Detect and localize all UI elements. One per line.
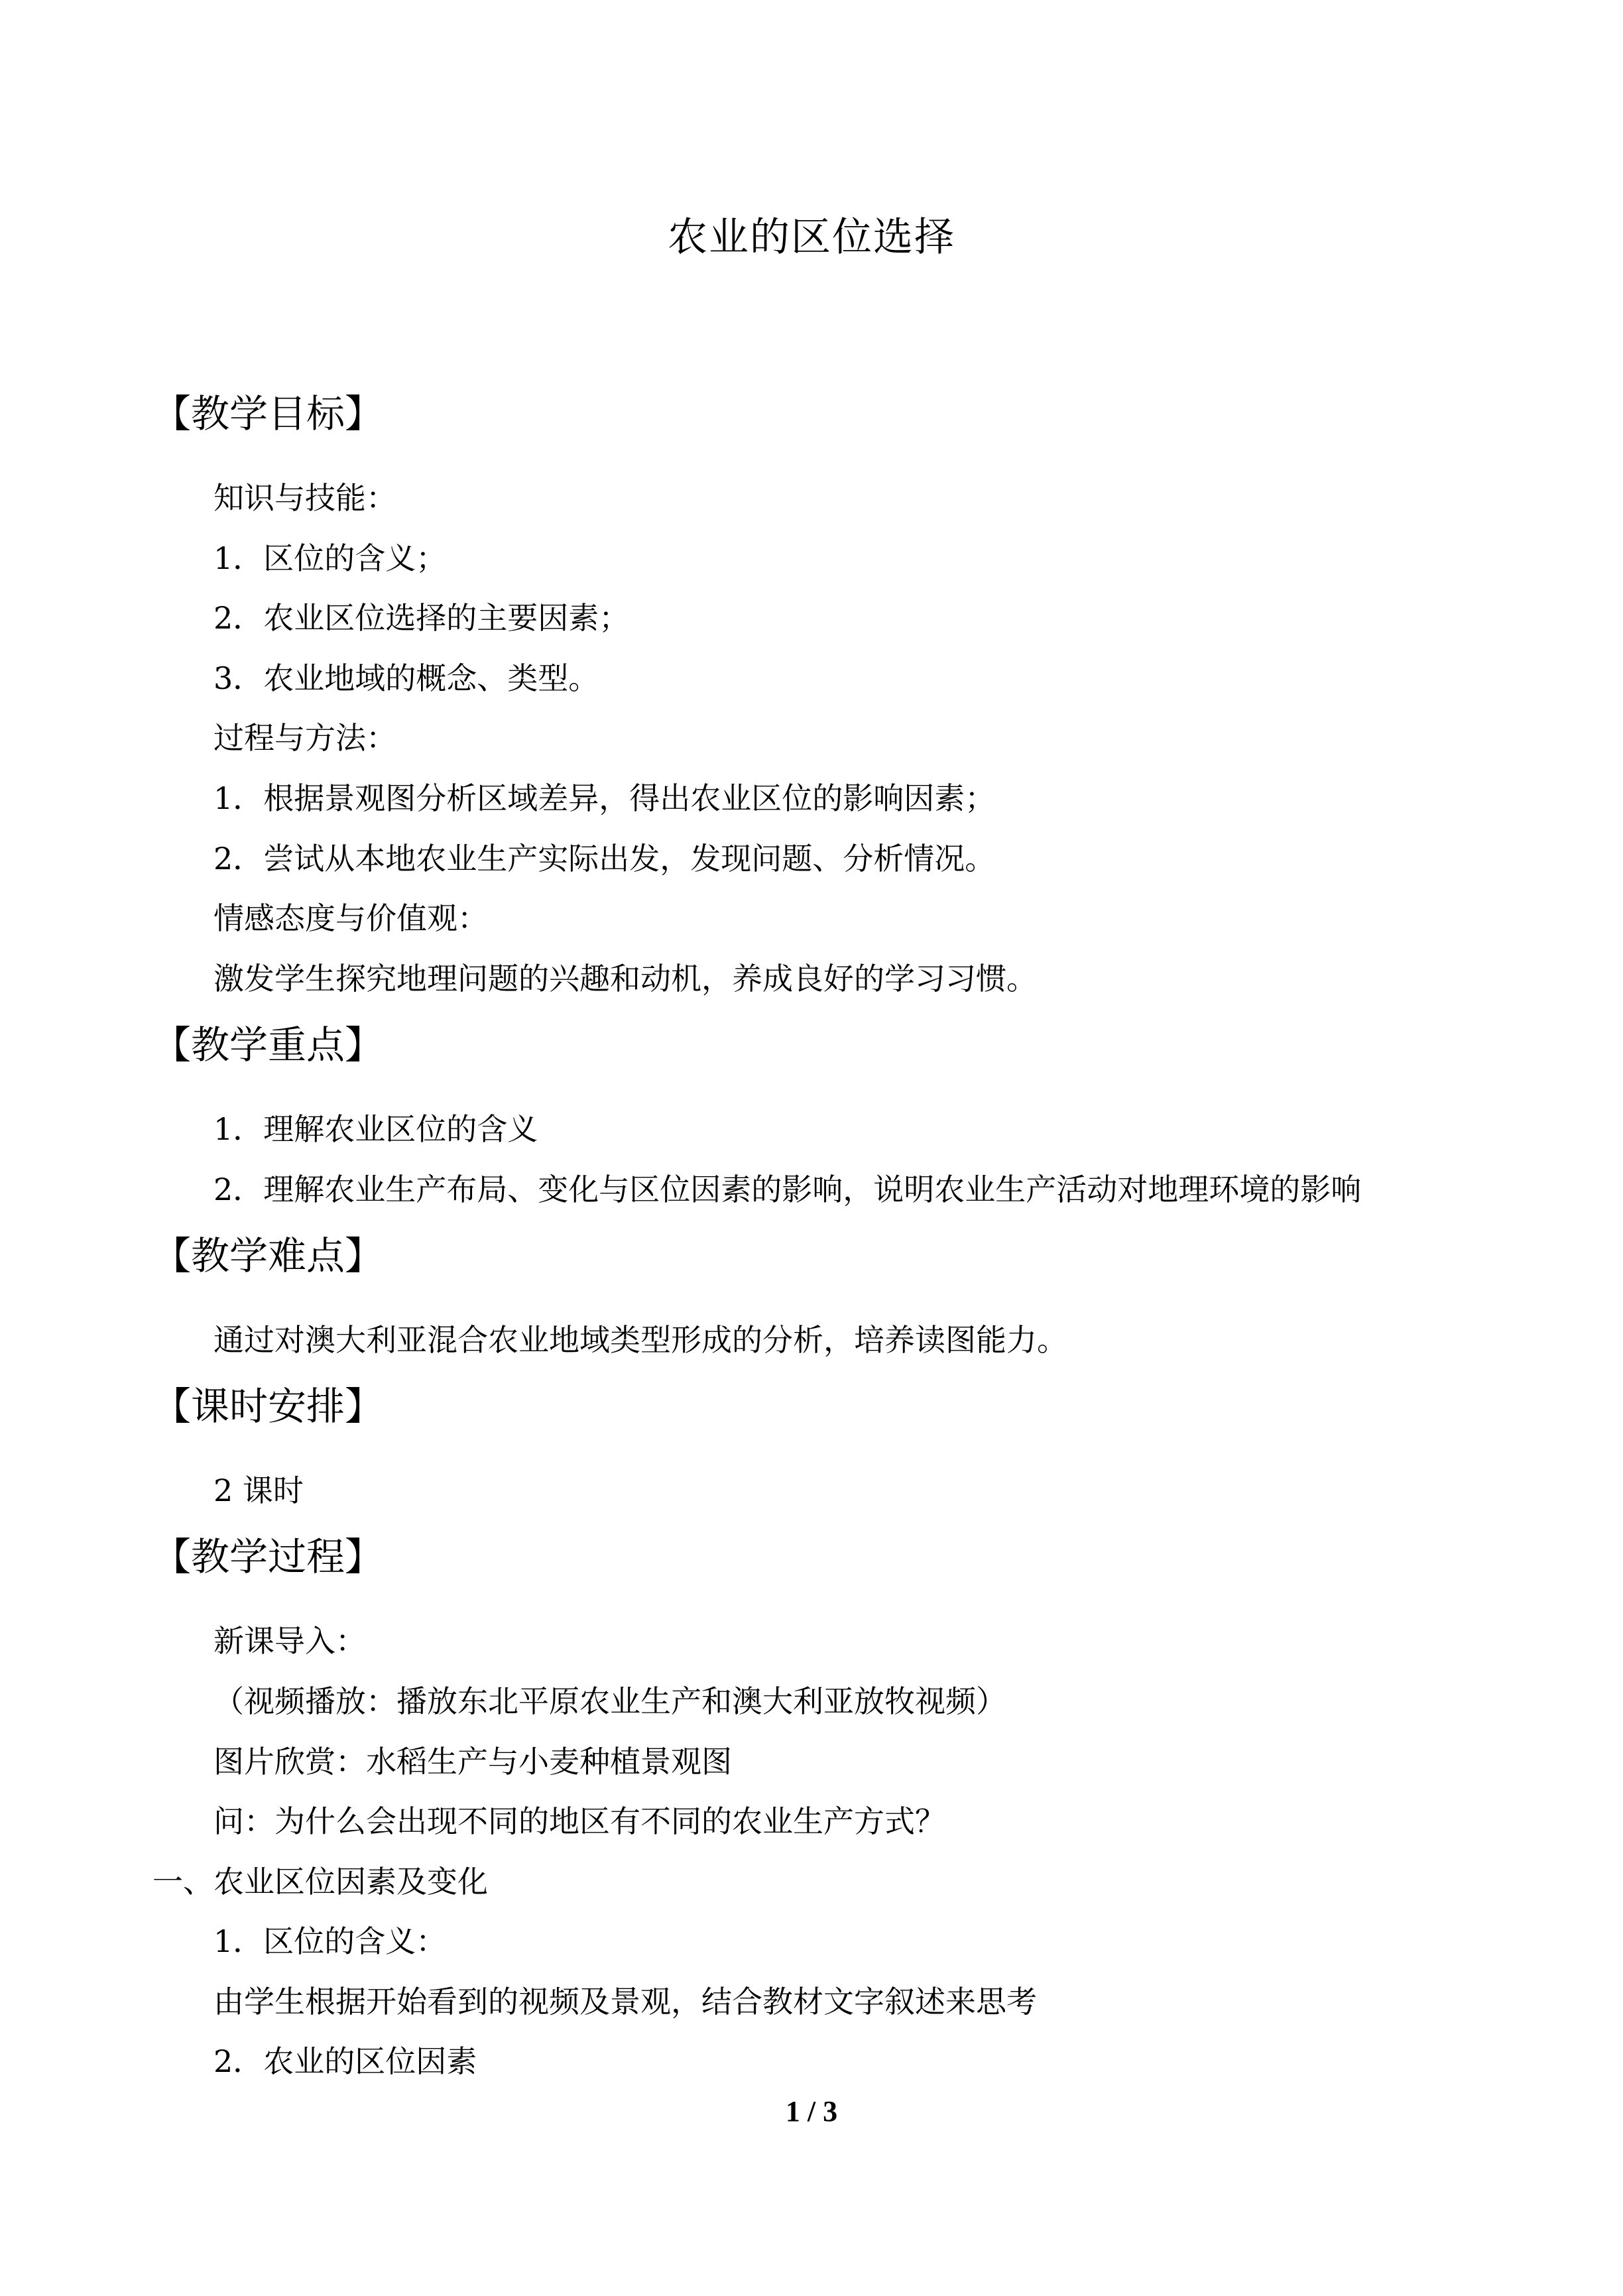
key-points-line-1: 1．理解农业区位的含义 xyxy=(213,1111,538,1147)
objectives-line-4: 3．农业地域的概念、类型。 xyxy=(213,660,599,696)
page-number: 1 / 3 xyxy=(785,2095,838,2128)
process-line-5: 一、农业区位因素及变化 xyxy=(152,1864,488,1900)
key-points-line-2: 2．理解农业生产布局、变化与区位因素的影响，说明农业生产活动对地理环境的影响 xyxy=(213,1172,1362,1207)
objectives-line-1: 知识与技能： xyxy=(213,480,396,516)
process-line-7: 由学生根据开始看到的视频及景观，结合教材文字叙述来思考 xyxy=(213,1984,1037,2020)
objectives-line-3: 2．农业区位选择的主要因素； xyxy=(213,600,630,636)
section-heading-objectives: 【教学目标】 xyxy=(152,391,384,436)
process-line-6: 1．区位的含义： xyxy=(213,1923,447,1959)
process-line-8: 2．农业的区位因素 xyxy=(213,2043,477,2079)
document-title: 农业的区位选择 xyxy=(668,214,955,261)
objectives-line-8: 情感态度与价值观： xyxy=(213,900,488,936)
section-heading-key-points: 【教学重点】 xyxy=(152,1022,384,1067)
process-line-3: 图片欣赏：水稻生产与小麦种植景观图 xyxy=(213,1744,732,1780)
objectives-line-2: 1．区位的含义； xyxy=(213,540,447,576)
schedule-line-1: 2 课时 xyxy=(213,1473,304,1508)
section-heading-schedule: 【课时安排】 xyxy=(152,1384,384,1429)
process-line-4: 问：为什么会出现不同的地区有不同的农业生产方式？ xyxy=(213,1803,945,1839)
process-line-2: （视频播放：播放东北平原农业生产和澳大利亚放牧视频） xyxy=(213,1683,1006,1719)
objectives-line-7: 2．尝试从本地农业生产实际出发，发现问题、分析情况。 xyxy=(213,841,996,876)
difficulties-line-1: 通过对澳大利亚混合农业地域类型形成的分析，培养读图能力。 xyxy=(213,1322,1067,1358)
process-line-1: 新课导入： xyxy=(213,1623,366,1659)
objectives-line-6: 1．根据景观图分析区域差异，得出农业区位的影响因素； xyxy=(213,780,996,816)
section-heading-process: 【教学过程】 xyxy=(152,1534,384,1579)
objectives-line-5: 过程与方法： xyxy=(213,720,396,756)
objectives-line-9: 激发学生探究地理问题的兴趣和动机，养成良好的学习习惯。 xyxy=(213,961,1037,997)
section-heading-difficulties: 【教学难点】 xyxy=(152,1233,384,1278)
